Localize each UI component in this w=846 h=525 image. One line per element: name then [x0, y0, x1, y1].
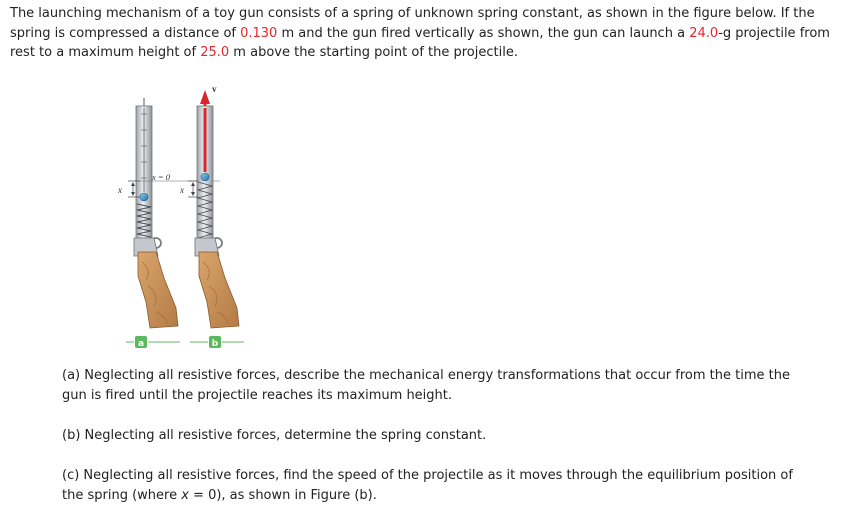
question-c-variable: x [181, 488, 189, 503]
label-x-zero: x = 0 [152, 172, 171, 182]
intro-text-2: m and the gun fired vertically as shown, the gun can launch a [277, 25, 690, 41]
gun-b [179, 84, 244, 349]
question-c-text-2: = 0), as shown in Figure (b). [188, 488, 377, 503]
question-a: (a) Neglecting all resistive forces, describe the mechanical energy transformations that occur from the time the gun is fired until the projectile reaches its maximum height. [62, 368, 790, 403]
label-x-b: x [180, 185, 184, 195]
intro-text-3: -g projectile from rest to a maximum height of [10, 25, 830, 60]
intro-text-1: The launching mechanism of a toy gun consists of a spring of unknown spring constant, as shown in the figure below. If the spring is compressed a distance of [10, 6, 815, 41]
toy-gun-figure [100, 80, 260, 364]
question-c-text-1: (c) Neglecting all resistive forces, find the speed of the projectile as it moves through the equilibrium position of the spring (where [62, 468, 793, 503]
panel-label-a: a [137, 339, 145, 349]
mass-value: 24.0 [689, 25, 719, 41]
velocity-arrowhead [200, 90, 210, 104]
projectile-b [201, 173, 209, 181]
label-x-a: x [118, 185, 122, 195]
compression-value: 0.130 [240, 25, 278, 41]
panel-label-b: b [211, 339, 219, 349]
question-c [62, 466, 802, 506]
projectile-a [140, 193, 148, 201]
problem-statement [10, 4, 836, 63]
intro-text-4: m above the starting point of the projectile. [229, 45, 518, 60]
label-velocity: v⃗ [212, 84, 224, 94]
question-b: (b) Neglecting all resistive forces, determine the spring constant. [62, 428, 487, 443]
height-value: 25.0 [200, 45, 230, 60]
toy-gun-illustration [100, 80, 260, 360]
